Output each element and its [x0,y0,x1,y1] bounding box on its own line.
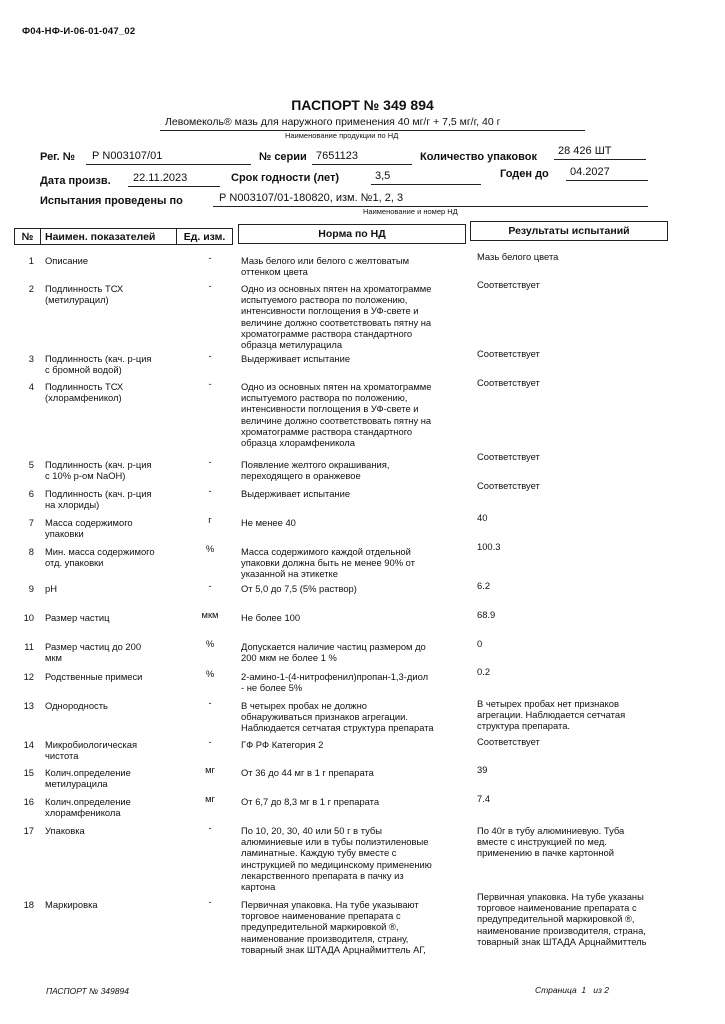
shelf-value: 3,5 [375,170,391,182]
row-number: 13 [23,700,34,711]
row-indicator: Однородность [45,700,108,711]
prod-date-value: 22.11.2023 [133,172,188,184]
row-norm: Одно из основных пятен на хроматограмме испытуемого раствора по положению, интенсивности поглощения в УФ-свете и величине должно соответствовать пятну на хроматограмме раствора стандартного образца метилурацила [241,283,432,351]
row-unit: - [208,580,212,591]
page-label: Страница [535,985,577,995]
row-number: 10 [23,612,34,623]
row-unit: - [208,485,212,496]
reg-label: Рег. № [40,151,76,163]
row-unit: мг [205,764,215,775]
row-number: 7 [28,517,34,528]
row-norm: От 5,0 до 7,5 (5% раствор) [241,583,357,594]
row-result: Соответствует [477,348,540,359]
row-indicator: Описание [45,255,89,266]
row-indicator: Колич.определение метилурацила [45,767,131,790]
row-unit: - [208,350,212,361]
row-norm: Масса содержимого каждой отдельной упаковки должна быть не менее 90% от указанной на этикетке [241,546,415,580]
row-norm: Допускается наличие частиц размером до 200 мкм не более 1 % [241,641,426,664]
row-norm: Одно из основных пятен на хроматограмме испытуемого раствора по положению, интенсивности поглощения в УФ-свете и величине должно соответствовать пятну на хроматограмме раствора стандартного образца хлорамфеникола [241,381,432,449]
row-number: 1 [28,255,34,266]
row-number: 5 [28,459,34,470]
series-underline [312,164,412,165]
row-number: 18 [23,899,34,910]
tests-value: Р N003107/01-180820, изм. №1, 2, 3 [219,192,404,204]
valid-underline [566,180,648,181]
row-unit: % [205,543,215,554]
row-number: 15 [23,767,34,778]
col-header-name: Наимен. показателей [40,228,177,245]
row-indicator: Микробиологическая чистота [45,739,138,762]
row-result: 6.2 [477,580,491,591]
row-result: Мазь белого цвета [477,251,559,262]
row-result: 68.9 [477,609,496,620]
row-indicator: Размер частиц [45,612,110,623]
row-result: 0.2 [477,666,491,677]
row-indicator: pH [45,583,57,594]
row-indicator: Масса содержимого упаковки [45,517,133,540]
prod-date-underline [128,186,220,187]
valid-label: Годен до [500,168,549,180]
col-header-norm: Норма по НД [238,224,466,244]
row-number: 16 [23,796,34,807]
row-result: 7.4 [477,793,491,804]
row-indicator: Подлинность (кач. р-ция с бромной водой) [45,353,152,376]
row-indicator: Подлинность (кач. р-ция на хлориды) [45,488,152,511]
product-caption: Наименование продукции по НД [285,131,399,140]
row-unit: - [208,697,212,708]
row-indicator: Родственные примеси [45,671,143,682]
row-result: 39 [477,764,488,775]
reg-value: Р N003107/01 [92,150,163,162]
col-header-num: № [14,228,41,245]
row-number: 8 [28,546,34,557]
page-number: 1 [581,985,587,995]
shelf-underline [371,184,481,185]
tests-label: Испытания проведены по [40,195,183,207]
packs-label: Количество упаковок [420,151,537,163]
row-number: 6 [28,488,34,499]
row-norm: Первичная упаковка. На тубе указывают торговое наименование препарата с предупредительной маркировкой ®, наименование производителя, страну, товарный знак ШТАДА Арцнаймиттель АГ, [241,899,426,955]
row-unit: - [208,378,212,389]
page-title: ПАСПОРТ № 349 894 [291,97,434,113]
row-norm: ГФ РФ Категория 2 [241,739,324,750]
row-norm: Не менее 40 [241,517,296,528]
row-unit: - [208,822,212,833]
row-number: 4 [28,381,34,392]
row-number: 17 [23,825,34,836]
row-norm: По 10, 20, 30, 40 или 50 г в тубы алюминиевые или в тубы полиэтиленовые ламинатные. Каждую тубу вместе с инструкцией по медицинскому применению лекарственного препарата в пачку из картона [241,825,432,893]
tests-caption: Наименование и номер НД [363,207,458,216]
valid-value: 04.2027 [570,166,610,178]
row-unit: - [208,896,212,907]
row-norm: Выдерживает испытание [241,488,351,499]
row-unit: % [205,668,215,679]
row-unit: - [208,280,212,291]
page-indicator [535,985,609,995]
row-result: Соответствует [477,480,540,491]
col-header-unit: Ед. изм. [176,228,233,245]
shelf-label: Срок годности (лет) [231,172,340,184]
page-total: 2 [604,985,610,995]
row-result: Соответствует [477,377,540,388]
row-number: 3 [28,353,34,364]
row-result: Первичная упаковка. На тубе указаны торговое наименование препарата с предупредительной маркировкой ®, наименование производителя, страна, товарный знак ШТАДА Арцнаймиттель [477,891,647,947]
page-of: из [593,985,602,995]
row-norm: В четырех пробах не должно обнаруживаться признаков агрегации. Наблюдается сетчатая структура препарата [241,700,434,734]
row-number: 11 [24,641,34,652]
row-norm: Не более 100 [241,612,301,623]
packs-underline [554,159,646,160]
row-indicator: Колич.определение хлорамфеникола [45,796,131,819]
row-result: В четырех пробах нет признаков агрегации. Наблюдается сетчатая структура препарата. [477,698,626,732]
product-name: Левомеколь® мазь для наружного применения 40 мг/г + 7,5 мг/г, 40 г [165,116,501,128]
row-result: По 40г в тубу алюминиевую. Туба вместе с инструкцией по мед. применению в пачке картонной [477,825,625,859]
row-indicator: Маркировка [45,899,98,910]
row-norm: Появление желтого окрашивания, переходящего в оранжевое [241,459,390,482]
reg-underline [86,164,251,165]
row-unit: мг [205,793,215,804]
row-unit: мкм [201,609,219,620]
row-indicator: Размер частиц до 200 мкм [45,641,142,664]
row-unit: - [208,252,212,263]
row-result: Соответствует [477,736,540,747]
row-number: 14 [23,739,34,750]
row-number: 9 [28,583,34,594]
row-norm: Мазь белого или белого с желтоватым оттенком цвета [241,255,410,278]
row-unit: - [208,456,212,467]
row-norm: 2-амино-1-(4-нитрофенил)пропан-1,3-диол - не более 5% [241,671,429,694]
row-number: 12 [23,671,34,682]
row-indicator: Подлинность ТСХ (хлорамфеникол) [45,381,124,404]
row-number: 2 [28,283,34,294]
packs-value: 28 426 ШТ [558,145,612,157]
row-norm: От 36 до 44 мг в 1 г препарата [241,767,374,778]
row-unit: % [205,638,215,649]
row-norm: От 6,7 до 8,3 мг в 1 г препарата [241,796,380,807]
row-norm: Выдерживает испытание [241,353,351,364]
row-indicator: Упаковка [45,825,85,836]
col-header-result: Результаты испытаний [470,221,668,241]
row-result: 0 [477,638,483,649]
row-indicator: Подлинность ТСХ (метилурацил) [45,283,124,306]
row-indicator: Мин. масса содержимого отд. упаковки [45,546,155,569]
row-result: 100.3 [477,541,501,552]
row-indicator: Подлинность (кач. р-ция с 10% р-ом NaOH) [45,459,152,482]
row-unit: г [208,514,212,525]
document-code: Ф04-НФ-И-06-01-047_02 [22,26,136,37]
row-result: Соответствует [477,279,540,290]
row-unit: - [208,736,212,747]
row-result: 40 [477,512,488,523]
prod-date-label: Дата произв. [40,175,111,187]
row-result: Соответствует [477,451,540,462]
series-label: № серии [259,151,307,163]
series-value: 7651123 [316,150,359,162]
footer-passport: ПАСПОРТ № 349894 [46,986,129,996]
